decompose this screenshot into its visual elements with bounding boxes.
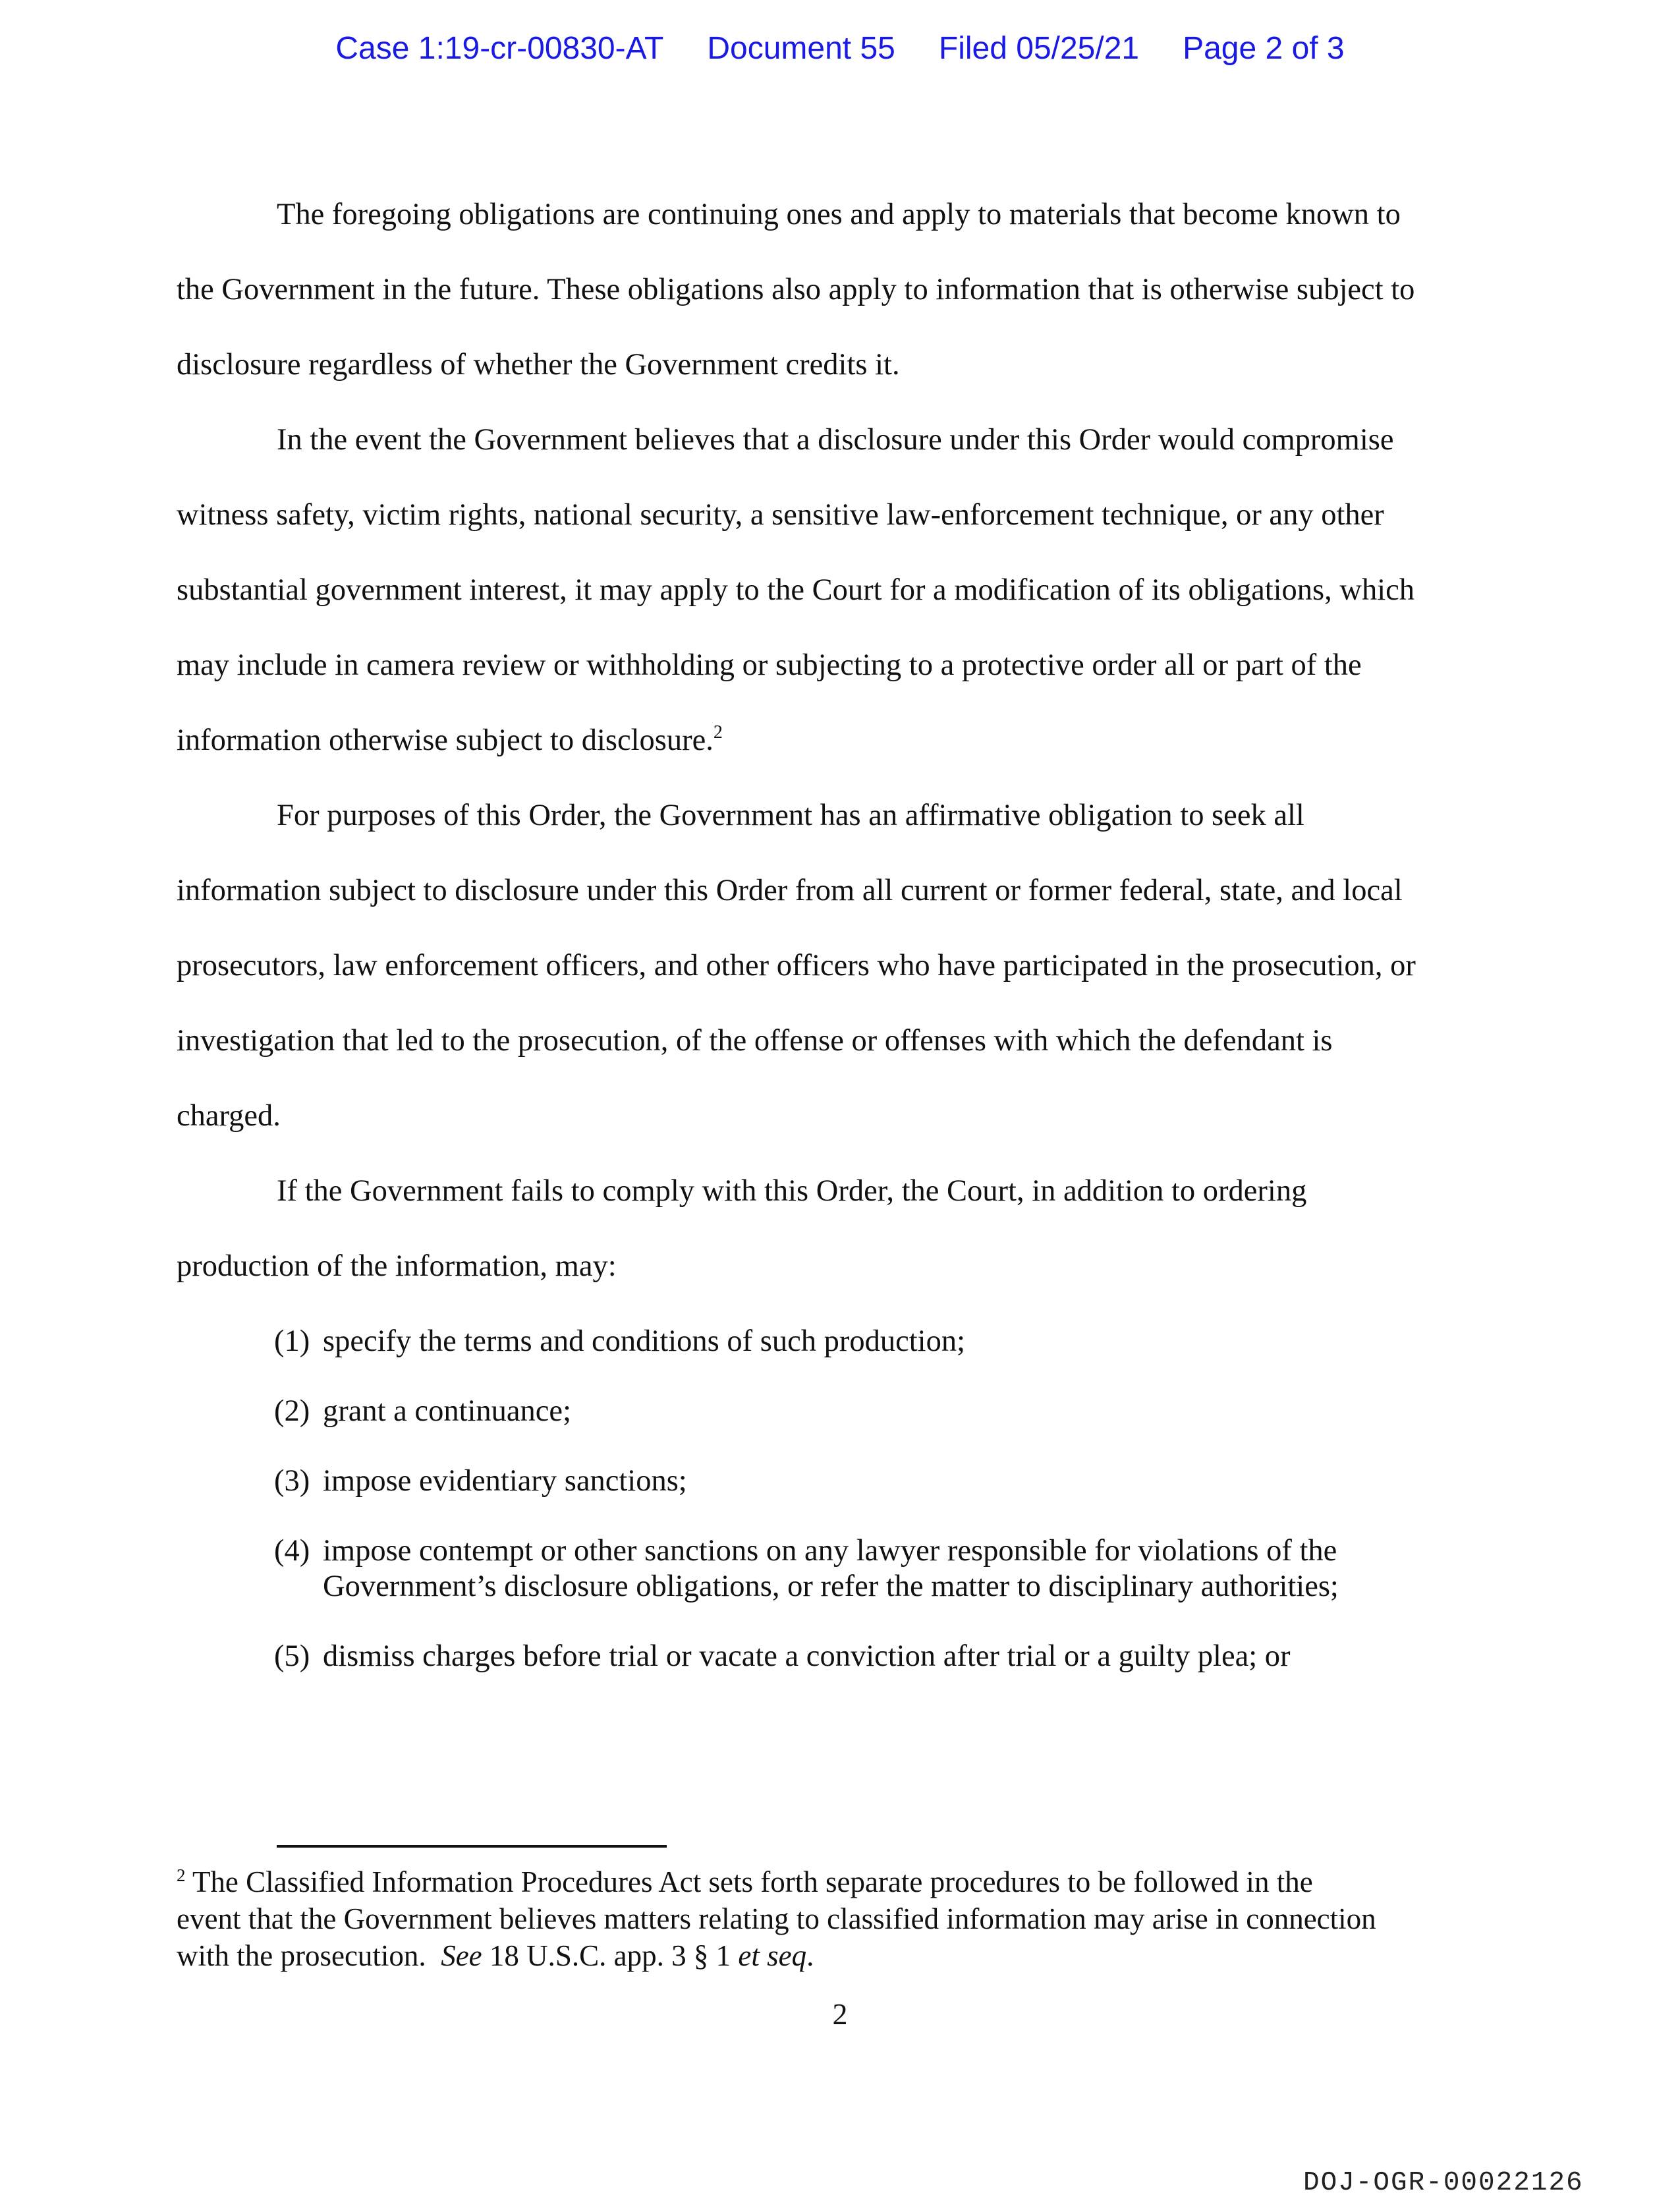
paragraph-3-line-4: investigation that led to the prosecution, of the offense or offenses with which the defendant is [177,1024,1333,1058]
paragraph-1-line-1: The foregoing obligations are continuing ones and apply to materials that become known to [277,198,1401,231]
footnote-text-1: The Classified Information Procedures Act sets forth separate procedures to be followed in the [192,1865,1313,1898]
footnote-line-3 [177,1937,1534,1974]
paragraph-2-line-3: substantial government interest, it may apply to the Court for a modification of its obligations, which [177,573,1415,607]
paragraph-2-line-2: witness safety, victim rights, national security, a sensitive law-enforcement technique, or any other [177,498,1384,532]
page-count: Page 2 of 3 [1183,31,1345,66]
filed-date: Filed 05/25/21 [938,31,1140,66]
document-number: Document 55 [707,31,895,66]
footnote-line-1 [177,1863,1534,1900]
footnote-line-2: event that the Government believes matters relating to classified information may arise in connection [177,1902,1376,1935]
list-number: (5) [274,1639,310,1673]
citation-signal-see: See [441,1939,482,1972]
list-number: (1) [274,1324,310,1358]
et-seq: et seq [738,1939,807,1972]
footnote-2 [177,1863,1534,1974]
list-text-continued: Government’s disclosure obligations, or refer the matter to disciplinary authorities; [323,1570,1339,1603]
paragraph-2-line-1: In the event the Government believes that a disclosure under this Order would compromise [277,423,1394,457]
statute-citation: 18 U.S.C. app. 3 § 1 [482,1939,739,1972]
paragraph-1-line-3: disclosure regardless of whether the Government credits it. [177,348,900,382]
paragraph-3-line-5: charged. [177,1099,281,1133]
paragraph-2-line-5-text: information otherwise subject to disclosure. [177,723,714,757]
footnote-text-3a: with the prosecution. [177,1939,441,1972]
paragraph-2-line-5 [177,721,723,760]
ecf-header [0,29,1680,69]
list-text: dismiss charges before trial or vacate a conviction after trial or a guilty plea; or [323,1639,1291,1673]
case-number: Case 1:19-cr-00830-AT [335,31,664,66]
footnote-reference[interactable]: 2 [713,722,723,743]
paragraph-3-line-2: information subject to disclosure under this Order from all current or former federal, state, and local [177,874,1403,907]
list-text: grant a continuance; [323,1394,571,1428]
paragraph-4-line-1: If the Government fails to comply with this Order, the Court, in addition to ordering [277,1174,1307,1208]
paragraph-4-line-2: production of the information, may: [177,1249,617,1283]
list-number: (4) [274,1534,310,1568]
list-number: (2) [274,1394,310,1428]
paragraph-3-line-1: For purposes of this Order, the Government has an affirmative obligation to seek all [277,799,1304,832]
page-number: 2 [832,1997,848,2031]
list-text: impose contempt or other sanctions on any lawyer responsible for violations of the [323,1534,1337,1568]
list-text: impose evidentiary sanctions; [323,1464,687,1498]
bates-stamp: DOJ-OGR-00022126 [1303,2168,1584,2198]
list-text: specify the terms and conditions of such production; [323,1324,966,1358]
paragraph-3-line-3: prosecutors, law enforcement officers, and other officers who have participated in the prosecution, or [177,949,1416,982]
footnote-separator [277,1845,667,1848]
footnote-period: . [806,1939,814,1972]
list-number: (3) [274,1464,310,1498]
footnote-number: 2 [177,1865,186,1885]
paragraph-2-line-4: may include in camera review or withholding or subjecting to a protective order all or part of the [177,648,1362,682]
paragraph-1-line-2: the Government in the future. These obligations also apply to information that is otherwise subject to [177,273,1415,306]
